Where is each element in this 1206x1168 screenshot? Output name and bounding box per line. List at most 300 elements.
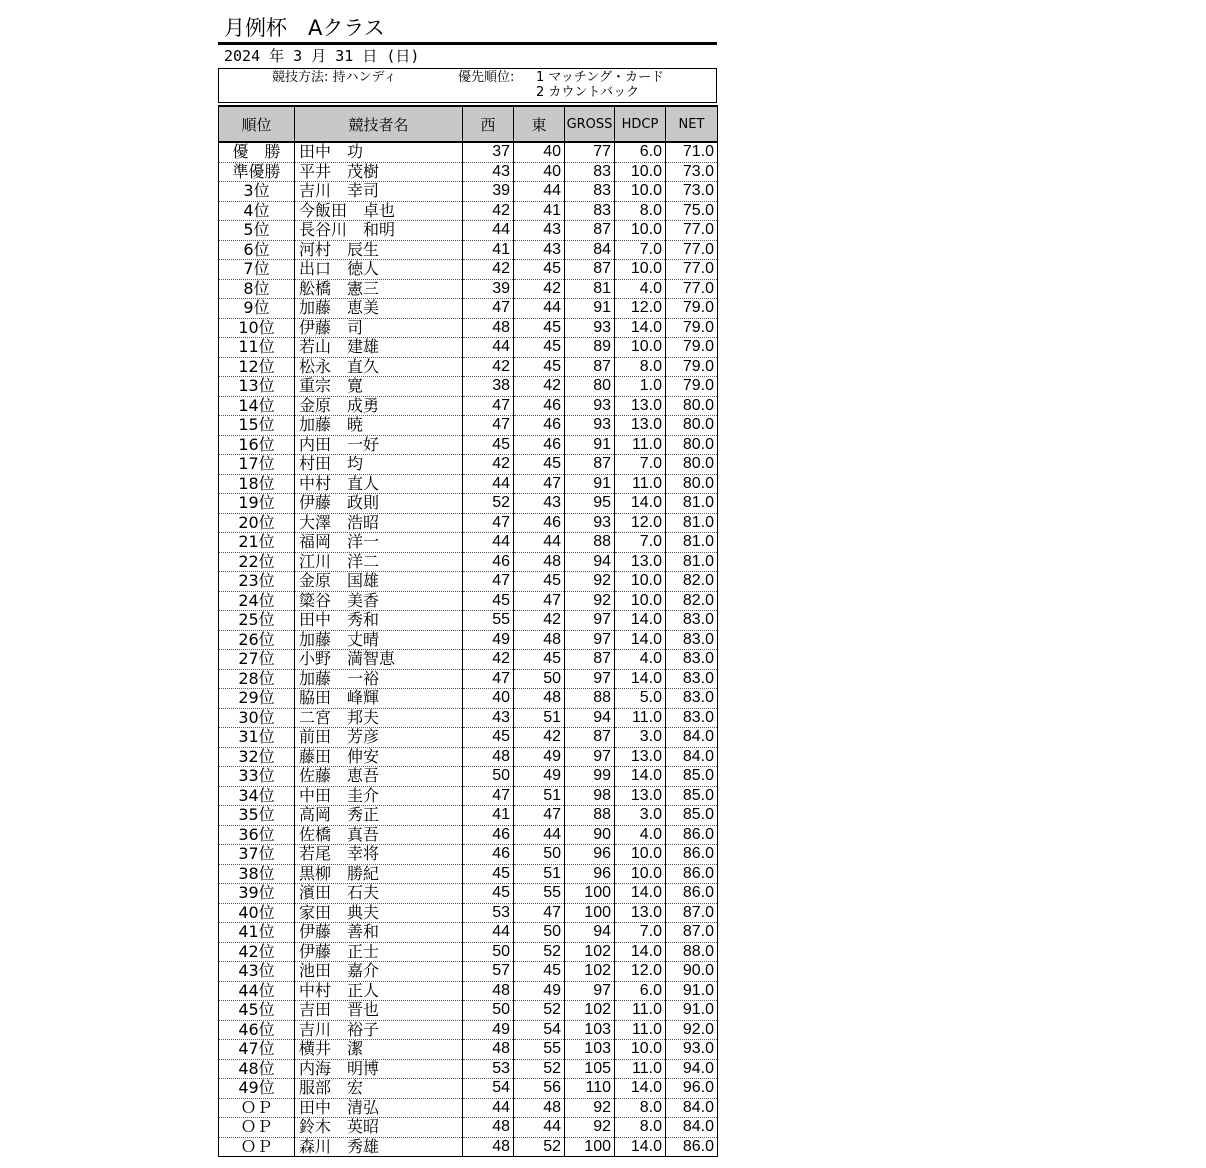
- hdcp-cell: 7.0: [615, 455, 666, 475]
- player-name-cell: 伊藤 正士: [295, 942, 463, 962]
- net-cell: 77.0: [666, 240, 718, 260]
- out-score-cell: 47: [463, 513, 514, 533]
- player-name-cell: 若尾 幸将: [295, 845, 463, 865]
- table-row: [219, 377, 718, 397]
- in-score-cell: 44: [514, 533, 565, 553]
- out-score-cell: 45: [463, 591, 514, 611]
- competition-method-box: [218, 68, 717, 103]
- player-name-cell: 村田 均: [295, 455, 463, 475]
- out-score-cell: 43: [463, 162, 514, 182]
- hdcp-cell: 13.0: [615, 786, 666, 806]
- table-row: [219, 1118, 718, 1138]
- in-score-cell: 42: [514, 279, 565, 299]
- player-name-cell: 高岡 秀正: [295, 806, 463, 826]
- table-row: [219, 494, 718, 514]
- table-row: [219, 767, 718, 787]
- out-score-cell: 42: [463, 650, 514, 670]
- gross-cell: 93: [565, 416, 615, 436]
- out-score-cell: 49: [463, 1020, 514, 1040]
- gross-cell: 92: [565, 591, 615, 611]
- net-cell: 83.0: [666, 650, 718, 670]
- out-score-cell: 48: [463, 1137, 514, 1157]
- hdcp-cell: 14.0: [615, 669, 666, 689]
- gross-cell: 97: [565, 747, 615, 767]
- player-name-cell: 伊藤 司: [295, 318, 463, 338]
- player-name-cell: 前田 芳彦: [295, 728, 463, 748]
- gross-cell: 92: [565, 572, 615, 592]
- table-row: [219, 1001, 718, 1021]
- gross-cell: 87: [565, 728, 615, 748]
- in-score-cell: 45: [514, 650, 565, 670]
- out-score-cell: 50: [463, 1001, 514, 1021]
- hdcp-cell: 10.0: [615, 1040, 666, 1060]
- player-name-cell: 松永 直久: [295, 357, 463, 377]
- out-score-cell: 44: [463, 533, 514, 553]
- gross-cell: 97: [565, 611, 615, 631]
- net-cell: 81.0: [666, 494, 718, 514]
- net-cell: 87.0: [666, 903, 718, 923]
- in-score-cell: 48: [514, 552, 565, 572]
- col-header-hdcp: HDCP: [615, 106, 666, 142]
- table-row: [219, 747, 718, 767]
- rank-cell: ＯＰ: [219, 1098, 295, 1118]
- player-name-cell: 服部 宏: [295, 1079, 463, 1099]
- player-name-cell: 加藤 丈晴: [295, 630, 463, 650]
- gross-cell: 81: [565, 279, 615, 299]
- in-score-cell: 51: [514, 864, 565, 884]
- hdcp-cell: 1.0: [615, 377, 666, 397]
- net-cell: 71.0: [666, 142, 718, 162]
- player-name-cell: 脇田 峰輝: [295, 689, 463, 709]
- out-score-cell: 44: [463, 474, 514, 494]
- gross-cell: 110: [565, 1079, 615, 1099]
- in-score-cell: 51: [514, 708, 565, 728]
- player-name-cell: 簗谷 美香: [295, 591, 463, 611]
- hdcp-cell: 10.0: [615, 260, 666, 280]
- out-score-cell: 48: [463, 981, 514, 1001]
- player-name-cell: 若山 建雄: [295, 338, 463, 358]
- results-sheet: [218, 14, 717, 1157]
- in-score-cell: 46: [514, 396, 565, 416]
- hdcp-cell: 4.0: [615, 825, 666, 845]
- rank-cell: 9位: [219, 299, 295, 319]
- rank-cell: 33位: [219, 767, 295, 787]
- hdcp-cell: 12.0: [615, 962, 666, 982]
- hdcp-cell: 13.0: [615, 416, 666, 436]
- hdcp-cell: 11.0: [615, 1001, 666, 1021]
- in-score-cell: 50: [514, 669, 565, 689]
- gross-cell: 97: [565, 981, 615, 1001]
- in-score-cell: 42: [514, 611, 565, 631]
- out-score-cell: 53: [463, 1059, 514, 1079]
- table-row: [219, 611, 718, 631]
- gross-cell: 96: [565, 845, 615, 865]
- net-cell: 96.0: [666, 1079, 718, 1099]
- out-score-cell: 54: [463, 1079, 514, 1099]
- player-name-cell: 吉川 裕子: [295, 1020, 463, 1040]
- out-score-cell: 41: [463, 806, 514, 826]
- out-score-cell: 44: [463, 1098, 514, 1118]
- player-name-cell: 鈴木 英昭: [295, 1118, 463, 1138]
- page-title: 月例杯 Aクラス: [224, 16, 385, 40]
- hdcp-cell: 5.0: [615, 689, 666, 709]
- rank-cell: ＯＰ: [219, 1118, 295, 1138]
- player-name-cell: 佐橋 真吾: [295, 825, 463, 845]
- player-name-cell: 長谷川 和明: [295, 221, 463, 241]
- table-row: [219, 981, 718, 1001]
- table-row: [219, 728, 718, 748]
- player-name-cell: 二宮 邦夫: [295, 708, 463, 728]
- net-cell: 83.0: [666, 669, 718, 689]
- out-score-cell: 50: [463, 767, 514, 787]
- table-row: [219, 630, 718, 650]
- player-name-cell: 黒柳 勝紀: [295, 864, 463, 884]
- player-name-cell: 平井 茂樹: [295, 162, 463, 182]
- player-name-cell: 森川 秀雄: [295, 1137, 463, 1157]
- net-cell: 85.0: [666, 786, 718, 806]
- priority-label: 優先順位:: [458, 70, 515, 85]
- hdcp-cell: 7.0: [615, 533, 666, 553]
- in-score-cell: 52: [514, 1137, 565, 1157]
- net-cell: 84.0: [666, 1098, 718, 1118]
- out-score-cell: 47: [463, 669, 514, 689]
- in-score-cell: 52: [514, 942, 565, 962]
- hdcp-cell: 10.0: [615, 338, 666, 358]
- out-score-cell: 45: [463, 884, 514, 904]
- net-cell: 79.0: [666, 377, 718, 397]
- hdcp-cell: 13.0: [615, 903, 666, 923]
- net-cell: 81.0: [666, 552, 718, 572]
- in-score-cell: 46: [514, 435, 565, 455]
- net-cell: 77.0: [666, 260, 718, 280]
- hdcp-cell: 11.0: [615, 474, 666, 494]
- hdcp-cell: 14.0: [615, 1137, 666, 1157]
- gross-cell: 83: [565, 162, 615, 182]
- hdcp-cell: 8.0: [615, 1098, 666, 1118]
- gross-cell: 96: [565, 864, 615, 884]
- player-name-cell: 重宗 寛: [295, 377, 463, 397]
- rank-cell: 38位: [219, 864, 295, 884]
- net-cell: 85.0: [666, 806, 718, 826]
- out-score-cell: 45: [463, 864, 514, 884]
- net-cell: 83.0: [666, 689, 718, 709]
- rank-cell: 23位: [219, 572, 295, 592]
- hdcp-cell: 11.0: [615, 435, 666, 455]
- rank-cell: 31位: [219, 728, 295, 748]
- gross-cell: 93: [565, 513, 615, 533]
- table-row: [219, 1040, 718, 1060]
- gross-cell: 98: [565, 786, 615, 806]
- out-score-cell: 47: [463, 396, 514, 416]
- out-score-cell: 42: [463, 455, 514, 475]
- rank-cell: 6位: [219, 240, 295, 260]
- method-label: 競技方法: 持ハンディ: [272, 70, 397, 85]
- out-score-cell: 46: [463, 845, 514, 865]
- priority-item-2: 2 カウントバック: [536, 85, 640, 100]
- table-row: [219, 357, 718, 377]
- col-header-in: 東: [514, 106, 565, 142]
- rank-cell: 47位: [219, 1040, 295, 1060]
- hdcp-cell: 8.0: [615, 1118, 666, 1138]
- rank-cell: 11位: [219, 338, 295, 358]
- rank-cell: 21位: [219, 533, 295, 553]
- out-score-cell: 53: [463, 903, 514, 923]
- player-name-cell: 吉川 幸司: [295, 182, 463, 202]
- net-cell: 77.0: [666, 221, 718, 241]
- hdcp-cell: 13.0: [615, 396, 666, 416]
- hdcp-cell: 10.0: [615, 221, 666, 241]
- table-row: [219, 1020, 718, 1040]
- net-cell: 94.0: [666, 1059, 718, 1079]
- rank-cell: 10位: [219, 318, 295, 338]
- out-score-cell: 50: [463, 942, 514, 962]
- in-score-cell: 44: [514, 182, 565, 202]
- out-score-cell: 42: [463, 357, 514, 377]
- rank-cell: 28位: [219, 669, 295, 689]
- rank-cell: 22位: [219, 552, 295, 572]
- gross-cell: 88: [565, 689, 615, 709]
- table-row: [219, 474, 718, 494]
- net-cell: 80.0: [666, 435, 718, 455]
- table-row: [219, 318, 718, 338]
- results-table: [218, 105, 718, 1157]
- out-score-cell: 41: [463, 240, 514, 260]
- rank-cell: 14位: [219, 396, 295, 416]
- gross-cell: 91: [565, 474, 615, 494]
- table-row: [219, 533, 718, 553]
- table-row: [219, 1098, 718, 1118]
- player-name-cell: 福岡 洋一: [295, 533, 463, 553]
- out-score-cell: 47: [463, 299, 514, 319]
- player-name-cell: 家田 典夫: [295, 903, 463, 923]
- hdcp-cell: 10.0: [615, 864, 666, 884]
- net-cell: 79.0: [666, 318, 718, 338]
- net-cell: 82.0: [666, 572, 718, 592]
- player-name-cell: 加藤 恵美: [295, 299, 463, 319]
- player-name-cell: 中田 圭介: [295, 786, 463, 806]
- net-cell: 80.0: [666, 474, 718, 494]
- gross-cell: 105: [565, 1059, 615, 1079]
- gross-cell: 88: [565, 806, 615, 826]
- in-score-cell: 44: [514, 1118, 565, 1138]
- table-row: [219, 903, 718, 923]
- col-header-net: NET: [666, 106, 718, 142]
- net-cell: 73.0: [666, 162, 718, 182]
- table-row: [219, 708, 718, 728]
- out-score-cell: 42: [463, 201, 514, 221]
- gross-cell: 87: [565, 357, 615, 377]
- net-cell: 84.0: [666, 728, 718, 748]
- in-score-cell: 40: [514, 142, 565, 162]
- net-cell: 75.0: [666, 201, 718, 221]
- player-name-cell: 藤田 伸安: [295, 747, 463, 767]
- gross-cell: 93: [565, 396, 615, 416]
- gross-cell: 99: [565, 767, 615, 787]
- in-score-cell: 48: [514, 630, 565, 650]
- table-row: [219, 1079, 718, 1099]
- in-score-cell: 45: [514, 260, 565, 280]
- out-score-cell: 44: [463, 923, 514, 943]
- table-row: [219, 650, 718, 670]
- player-name-cell: 田中 清弘: [295, 1098, 463, 1118]
- net-cell: 86.0: [666, 884, 718, 904]
- hdcp-cell: 11.0: [615, 1059, 666, 1079]
- in-score-cell: 54: [514, 1020, 565, 1040]
- rank-cell: ＯＰ: [219, 1137, 295, 1157]
- in-score-cell: 45: [514, 962, 565, 982]
- player-name-cell: 大澤 浩昭: [295, 513, 463, 533]
- hdcp-cell: 13.0: [615, 552, 666, 572]
- in-score-cell: 47: [514, 806, 565, 826]
- gross-cell: 93: [565, 318, 615, 338]
- table-row: [219, 396, 718, 416]
- player-name-cell: 田中 功: [295, 142, 463, 162]
- player-name-cell: 横井 潔: [295, 1040, 463, 1060]
- out-score-cell: 55: [463, 611, 514, 631]
- net-cell: 83.0: [666, 630, 718, 650]
- net-cell: 80.0: [666, 416, 718, 436]
- net-cell: 73.0: [666, 182, 718, 202]
- rank-cell: 18位: [219, 474, 295, 494]
- net-cell: 87.0: [666, 923, 718, 943]
- col-header-name: 競技者名: [295, 106, 463, 142]
- out-score-cell: 57: [463, 962, 514, 982]
- table-row: [219, 299, 718, 319]
- table-row: [219, 182, 718, 202]
- table-row: [219, 416, 718, 436]
- table-row: [219, 201, 718, 221]
- hdcp-cell: 4.0: [615, 279, 666, 299]
- in-score-cell: 43: [514, 494, 565, 514]
- out-score-cell: 43: [463, 708, 514, 728]
- rank-cell: 準優勝: [219, 162, 295, 182]
- in-score-cell: 48: [514, 689, 565, 709]
- hdcp-cell: 14.0: [615, 942, 666, 962]
- in-score-cell: 41: [514, 201, 565, 221]
- in-score-cell: 45: [514, 357, 565, 377]
- table-row: [219, 260, 718, 280]
- gross-cell: 102: [565, 962, 615, 982]
- in-score-cell: 50: [514, 923, 565, 943]
- player-name-cell: 内田 一好: [295, 435, 463, 455]
- player-name-cell: 中村 正人: [295, 981, 463, 1001]
- table-row: [219, 825, 718, 845]
- net-cell: 77.0: [666, 279, 718, 299]
- table-row: [219, 435, 718, 455]
- in-score-cell: 49: [514, 747, 565, 767]
- rank-cell: 優 勝: [219, 142, 295, 162]
- rank-cell: 40位: [219, 903, 295, 923]
- rank-cell: 26位: [219, 630, 295, 650]
- gross-cell: 89: [565, 338, 615, 358]
- gross-cell: 88: [565, 533, 615, 553]
- player-name-cell: 河村 辰生: [295, 240, 463, 260]
- net-cell: 81.0: [666, 533, 718, 553]
- out-score-cell: 45: [463, 435, 514, 455]
- rank-cell: 34位: [219, 786, 295, 806]
- out-score-cell: 39: [463, 279, 514, 299]
- out-score-cell: 48: [463, 1118, 514, 1138]
- rank-cell: 29位: [219, 689, 295, 709]
- gross-cell: 100: [565, 884, 615, 904]
- gross-cell: 87: [565, 455, 615, 475]
- out-score-cell: 42: [463, 260, 514, 280]
- out-score-cell: 37: [463, 142, 514, 162]
- in-score-cell: 56: [514, 1079, 565, 1099]
- table-row: [219, 240, 718, 260]
- hdcp-cell: 14.0: [615, 1079, 666, 1099]
- col-header-gross: GROSS: [565, 106, 615, 142]
- hdcp-cell: 8.0: [615, 357, 666, 377]
- rank-cell: 39位: [219, 884, 295, 904]
- net-cell: 80.0: [666, 455, 718, 475]
- table-row: [219, 455, 718, 475]
- hdcp-cell: 10.0: [615, 845, 666, 865]
- col-header-out: 西: [463, 106, 514, 142]
- table-row: [219, 864, 718, 884]
- in-score-cell: 42: [514, 377, 565, 397]
- table-row: [219, 162, 718, 182]
- out-score-cell: 48: [463, 1040, 514, 1060]
- player-name-cell: 江川 洋二: [295, 552, 463, 572]
- out-score-cell: 47: [463, 416, 514, 436]
- rank-cell: 4位: [219, 201, 295, 221]
- net-cell: 79.0: [666, 299, 718, 319]
- hdcp-cell: 8.0: [615, 201, 666, 221]
- table-row: [219, 142, 718, 162]
- hdcp-cell: 10.0: [615, 182, 666, 202]
- in-score-cell: 52: [514, 1001, 565, 1021]
- in-score-cell: 44: [514, 299, 565, 319]
- hdcp-cell: 14.0: [615, 767, 666, 787]
- gross-cell: 97: [565, 630, 615, 650]
- net-cell: 93.0: [666, 1040, 718, 1060]
- event-date: 2024 年 3 月 31 日 (日): [224, 47, 420, 65]
- gross-cell: 87: [565, 650, 615, 670]
- hdcp-cell: 12.0: [615, 513, 666, 533]
- in-score-cell: 45: [514, 455, 565, 475]
- in-score-cell: 48: [514, 1098, 565, 1118]
- net-cell: 83.0: [666, 708, 718, 728]
- net-cell: 86.0: [666, 864, 718, 884]
- in-score-cell: 47: [514, 903, 565, 923]
- hdcp-cell: 12.0: [615, 299, 666, 319]
- table-row: [219, 513, 718, 533]
- in-score-cell: 43: [514, 240, 565, 260]
- gross-cell: 91: [565, 435, 615, 455]
- rank-cell: 35位: [219, 806, 295, 826]
- net-cell: 79.0: [666, 357, 718, 377]
- gross-cell: 87: [565, 260, 615, 280]
- net-cell: 83.0: [666, 611, 718, 631]
- rank-cell: 25位: [219, 611, 295, 631]
- table-row: [219, 591, 718, 611]
- rank-cell: 24位: [219, 591, 295, 611]
- gross-cell: 92: [565, 1118, 615, 1138]
- rank-cell: 17位: [219, 455, 295, 475]
- in-score-cell: 40: [514, 162, 565, 182]
- rank-cell: 42位: [219, 942, 295, 962]
- net-cell: 84.0: [666, 1118, 718, 1138]
- table-row: [219, 962, 718, 982]
- gross-cell: 95: [565, 494, 615, 514]
- in-score-cell: 45: [514, 338, 565, 358]
- gross-cell: 102: [565, 942, 615, 962]
- table-row: [219, 669, 718, 689]
- hdcp-cell: 10.0: [615, 572, 666, 592]
- rank-cell: 19位: [219, 494, 295, 514]
- table-row: [219, 942, 718, 962]
